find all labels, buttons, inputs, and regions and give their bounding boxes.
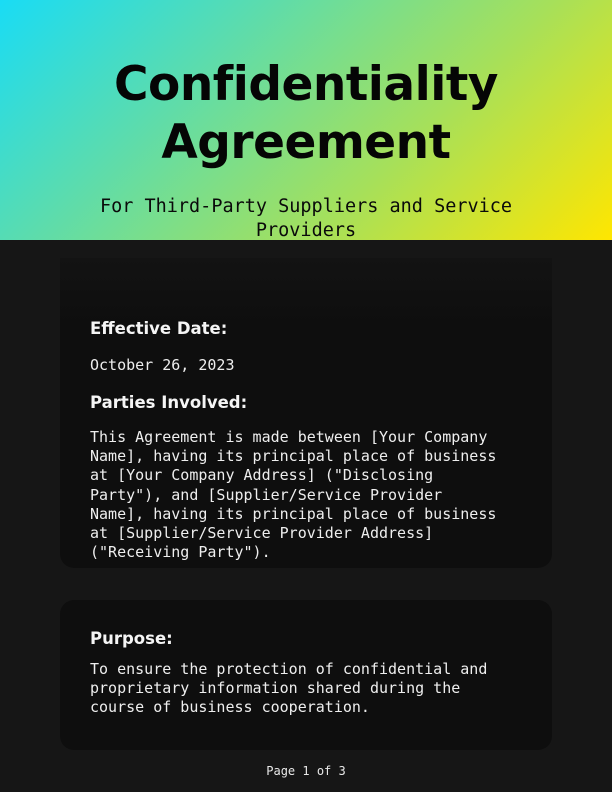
purpose-card bbox=[60, 600, 552, 750]
parties-line: at [Supplier/Service Provider Address] bbox=[90, 524, 434, 543]
effective-date-label: Effective Date: bbox=[90, 319, 228, 338]
purpose-line: course of business cooperation. bbox=[90, 698, 370, 717]
purpose-text bbox=[90, 660, 530, 718]
parties-line: Party"), and [Supplier/Service Provider bbox=[90, 485, 443, 504]
title-line-2: Agreement bbox=[161, 115, 451, 170]
agreement-details-card bbox=[60, 258, 552, 568]
purpose-line: To ensure the protection of confidential and bbox=[90, 660, 488, 678]
document-title bbox=[0, 56, 612, 172]
parties-line: at [Your Company Address] ("Disclosing bbox=[90, 466, 434, 485]
parties-line: Name], having its principal place of business bbox=[90, 504, 497, 523]
effective-date-value: October 26, 2023 bbox=[90, 356, 235, 374]
parties-involved-text bbox=[90, 428, 530, 562]
page-number: Page 1 of 3 bbox=[266, 764, 346, 778]
subtitle-line-1: For Third-Party Suppliers and Service bbox=[99, 196, 513, 217]
purpose-label: Purpose: bbox=[90, 629, 173, 648]
title-line-1: Confidentiality bbox=[114, 57, 498, 112]
subtitle-line-2: Providers bbox=[255, 220, 357, 241]
document-header bbox=[0, 0, 612, 240]
parties-involved-label: Parties Involved: bbox=[90, 393, 248, 412]
purpose-line: proprietary information shared during the bbox=[90, 679, 461, 698]
parties-line: Name], having its principal place of business bbox=[90, 447, 497, 466]
parties-line: This Agreement is made between [Your Company bbox=[90, 428, 488, 446]
parties-line: ("Receiving Party"). bbox=[90, 543, 271, 562]
document-subtitle bbox=[70, 195, 542, 243]
